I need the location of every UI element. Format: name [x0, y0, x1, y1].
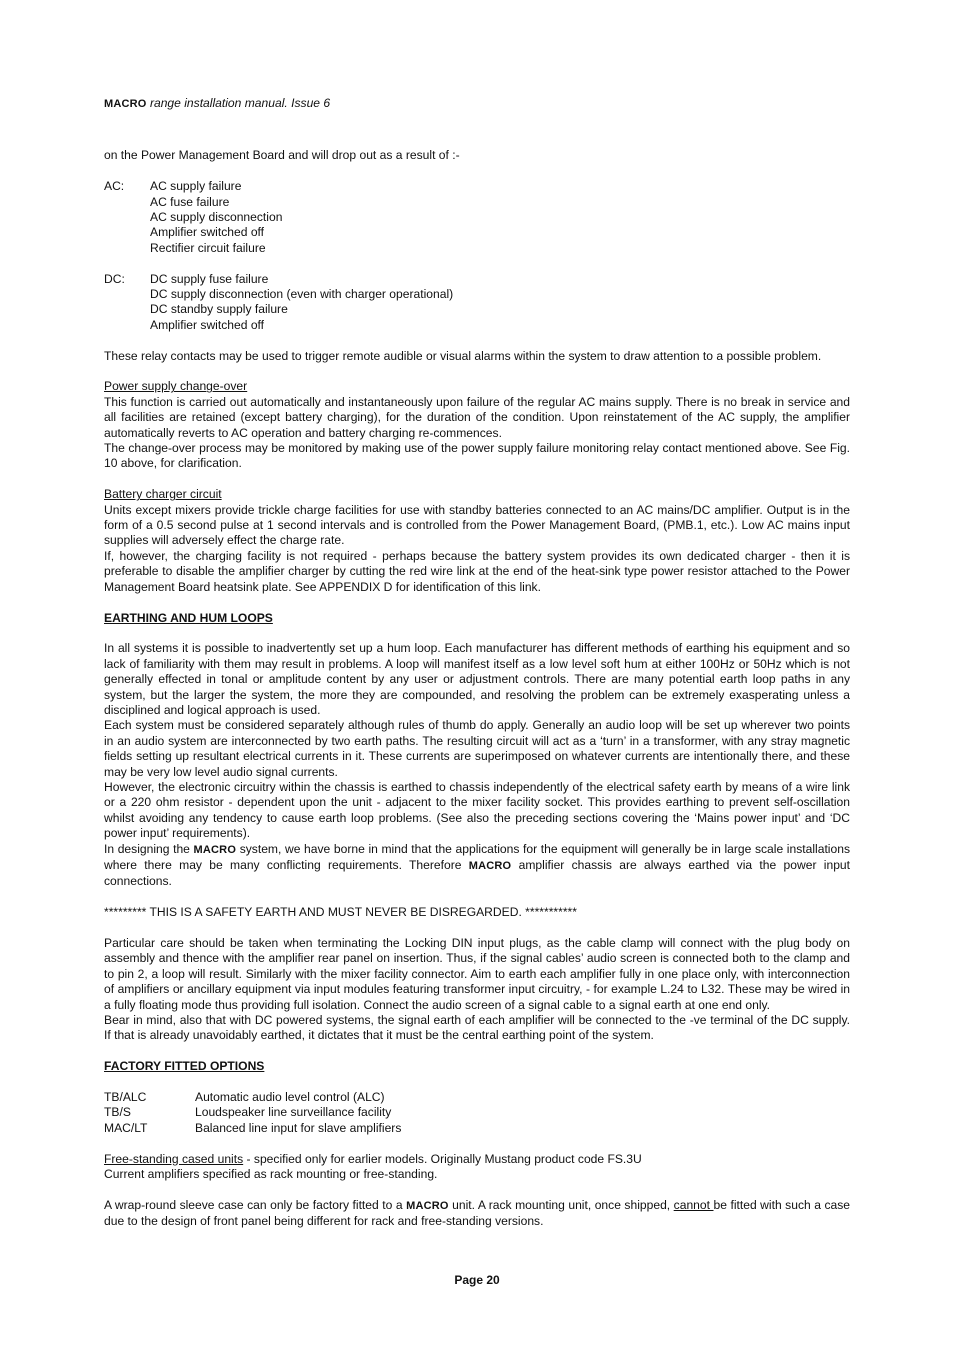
text-span: system, we have borne in mind that the applications for the equipment will generally be in large scale installations where there may be many conflicting requirements. Therefore: [104, 841, 850, 872]
charger-heading: Battery charger circuit: [104, 487, 222, 502]
manual-page: [104, 96, 850, 1230]
freestanding-line-1: [104, 1152, 850, 1167]
option-description: Loudspeaker line surveillance facility: [195, 1105, 392, 1120]
earthing-para-4: [104, 842, 850, 890]
fault-item: DC supply disconnection (even with charger operational): [150, 287, 454, 302]
fault-item: DC standby supply failure: [150, 302, 288, 317]
options-list: [104, 1090, 850, 1136]
brand-name: MACRO: [468, 859, 512, 872]
charger-para-2: If, however, the charging facility is not required - perhaps because the battery system provides its own dedicated charger - then it is preferable to disable the amplifier charger by cutting the red wire link at the end of the heat-sink type power resistor attached to the Power Management Board heatsink plate. See APPENDIX D for identification of this link.: [104, 548, 850, 594]
emphasis-cannot: cannot: [673, 1197, 714, 1212]
dc-fault-group: [104, 272, 850, 334]
option-description: Automatic audio level control (ALC): [195, 1090, 385, 1105]
text-span: unit. A rack mounting unit, once shipped,: [448, 1197, 674, 1212]
relay-paragraph: These relay contacts may be used to trigger remote audible or visual alarms within the system to draw attention to a possible problem.: [104, 348, 822, 363]
earthing-para-3: However, the electronic circuitry within the chassis is earthed to chassis independently of the electrical safety earth by means of a wire link or a 220 ohm resistor - dependent upon the unit - adjacent to the mixer facility socket. This provides earthing to prevent self-oscillation whilst avoiding any tendency to cause earth loop problems. (See also the preceding sections covering the ‘Mains power input’ and ‘DC power input’ requirements).: [104, 779, 850, 841]
safety-warning: ********* THIS IS A SAFETY EARTH AND MUST NEVER BE DISREGARDED. ***********: [104, 905, 577, 920]
page-number: Page 20: [454, 1273, 500, 1287]
earthing-heading: EARTHING AND HUM LOOPS: [104, 610, 273, 625]
intro-text: on the Power Management Board and will drop out as a result of :-: [104, 148, 460, 163]
option-row: [104, 1121, 850, 1136]
freestanding-heading: Free-standing cased units: [104, 1151, 244, 1166]
earthing-para-5: Particular care should be taken when terminating the Locking DIN input plugs, as the cable clamp will connect with the plug body on assembly and thence with the amplifier rear panel on insertion. Thus, if the signal cables’ audio screen is connected both to the clamp and to pin 2, a loop will result. Similarly with the mixer facility connector. Aim to earth each amplifier fully in one place only, with interconnection of amplifiers or ancillary equipment via input modules featuring transformer input circuitry, - for example L.24 to L32. These may be wired in a fully floating mode thus providing full isolation. Connect the audio screen of a signal cable to a signal earth at one end only.: [104, 935, 850, 1012]
option-code: TB/S: [104, 1105, 131, 1120]
text-span: A wrap-round sleeve case can only be factory fitted to a: [104, 1197, 407, 1212]
fault-item: Amplifier switched off: [150, 225, 265, 240]
fault-item: DC supply fuse failure: [150, 271, 269, 286]
brand-name: MACRO: [104, 98, 147, 110]
options-heading: FACTORY FITTED OPTIONS: [104, 1059, 265, 1074]
changeover-para-1: This function is carried out automatically and instantaneously upon failure of the regular AC mains supply. There is no break in service and all facilities are retained (except battery charging), for the duration of the condition. Upon reinstatement of the AC supply, the amplifier automatically reverts to AC operation and battery charging re-commences.: [104, 394, 850, 440]
fault-group-label: AC:: [104, 179, 125, 194]
fault-item: AC supply disconnection: [150, 210, 283, 225]
changeover-para-2: The change-over process may be monitored by making use of the power supply failure monitoring relay contact mentioned above. See Fig. 10 above, for clarification.: [104, 441, 850, 471]
earthing-para-2: Each system must be considered separately although rules of thumb do apply. Generally an audio loop will be set up wherever two points in an audio system are interconnected by two earth paths. The resulting circuit will act as a ‘turn’ in a transformer, with any stray magnetic fields setting up resultant electrical currents in it. These currents are superimposed on whatever currents are intentionally there, and these may be very low level audio signal currents.: [104, 718, 850, 779]
fault-item: AC supply failure: [150, 179, 242, 194]
text-span: - specified only for earlier models. Originally Mustang product code FS.3U: [243, 1151, 642, 1166]
fault-group-label: DC:: [104, 271, 125, 286]
freestanding-line-2: Current amplifiers specified as rack mounting or free-standing.: [104, 1167, 438, 1182]
fault-item: Amplifier switched off: [150, 317, 265, 332]
text-span: be fitted with such a case due to the design of front panel being different for rack and free-standing versions.: [104, 1197, 851, 1229]
option-row: [104, 1105, 850, 1120]
earthing-para-6: Bear in mind, also that with DC powered systems, the signal earth of each amplifier will be connected to the -ve terminal of the DC supply. If that is already unavoidably earthed, it dictates that it must be the central earthing point of the system.: [104, 1013, 850, 1043]
header-subtitle: range installation manual. Issue 6: [149, 96, 331, 110]
option-row: [104, 1090, 850, 1105]
earthing-para-1: In all systems it is possible to inadvertently set up a hum loop. Each manufacturer has different methods of earthing his equipment and so lack of familiarity with them may result in problems. A loop will manifest itself as a low level soft hum at either 100Hz or 50Hz which is not generally effected in tonal or amplitude content by any user or adjustment controls. There are many potential earth loop paths in any system, but the larger the system, the more they are compounded, and resolving the problem can be extremely exasperating unless a disciplined and logical approach is used.: [104, 641, 850, 717]
text-span: amplifier chassis are always earthed via the power input connections.: [104, 857, 851, 889]
page-header: [104, 96, 850, 112]
text-span: In designing the: [104, 841, 194, 856]
fault-item: AC fuse failure: [150, 194, 230, 209]
option-description: Balanced line input for slave amplifiers: [195, 1120, 402, 1135]
option-code: MAC/LT: [104, 1120, 148, 1135]
ac-fault-group: [104, 179, 850, 256]
changeover-heading: Power supply change-over: [104, 379, 248, 394]
sleeve-case-paragraph: [104, 1198, 850, 1230]
brand-name: MACRO: [406, 1199, 449, 1212]
option-code: TB/ALC: [104, 1090, 147, 1105]
brand-name: MACRO: [193, 843, 237, 856]
charger-para-1: Units except mixers provide trickle charge facilities for use with standby batteries connected to an AC mains/DC amplifier. Output is in the form of a 0.5 second pulse at 1 second intervals and is controlled from the Power Management Board, (PMB.1, etc.). Low AC mains input supplies will adversely effect the charge rate.: [104, 502, 850, 548]
fault-item: Rectifier circuit failure: [150, 240, 266, 255]
